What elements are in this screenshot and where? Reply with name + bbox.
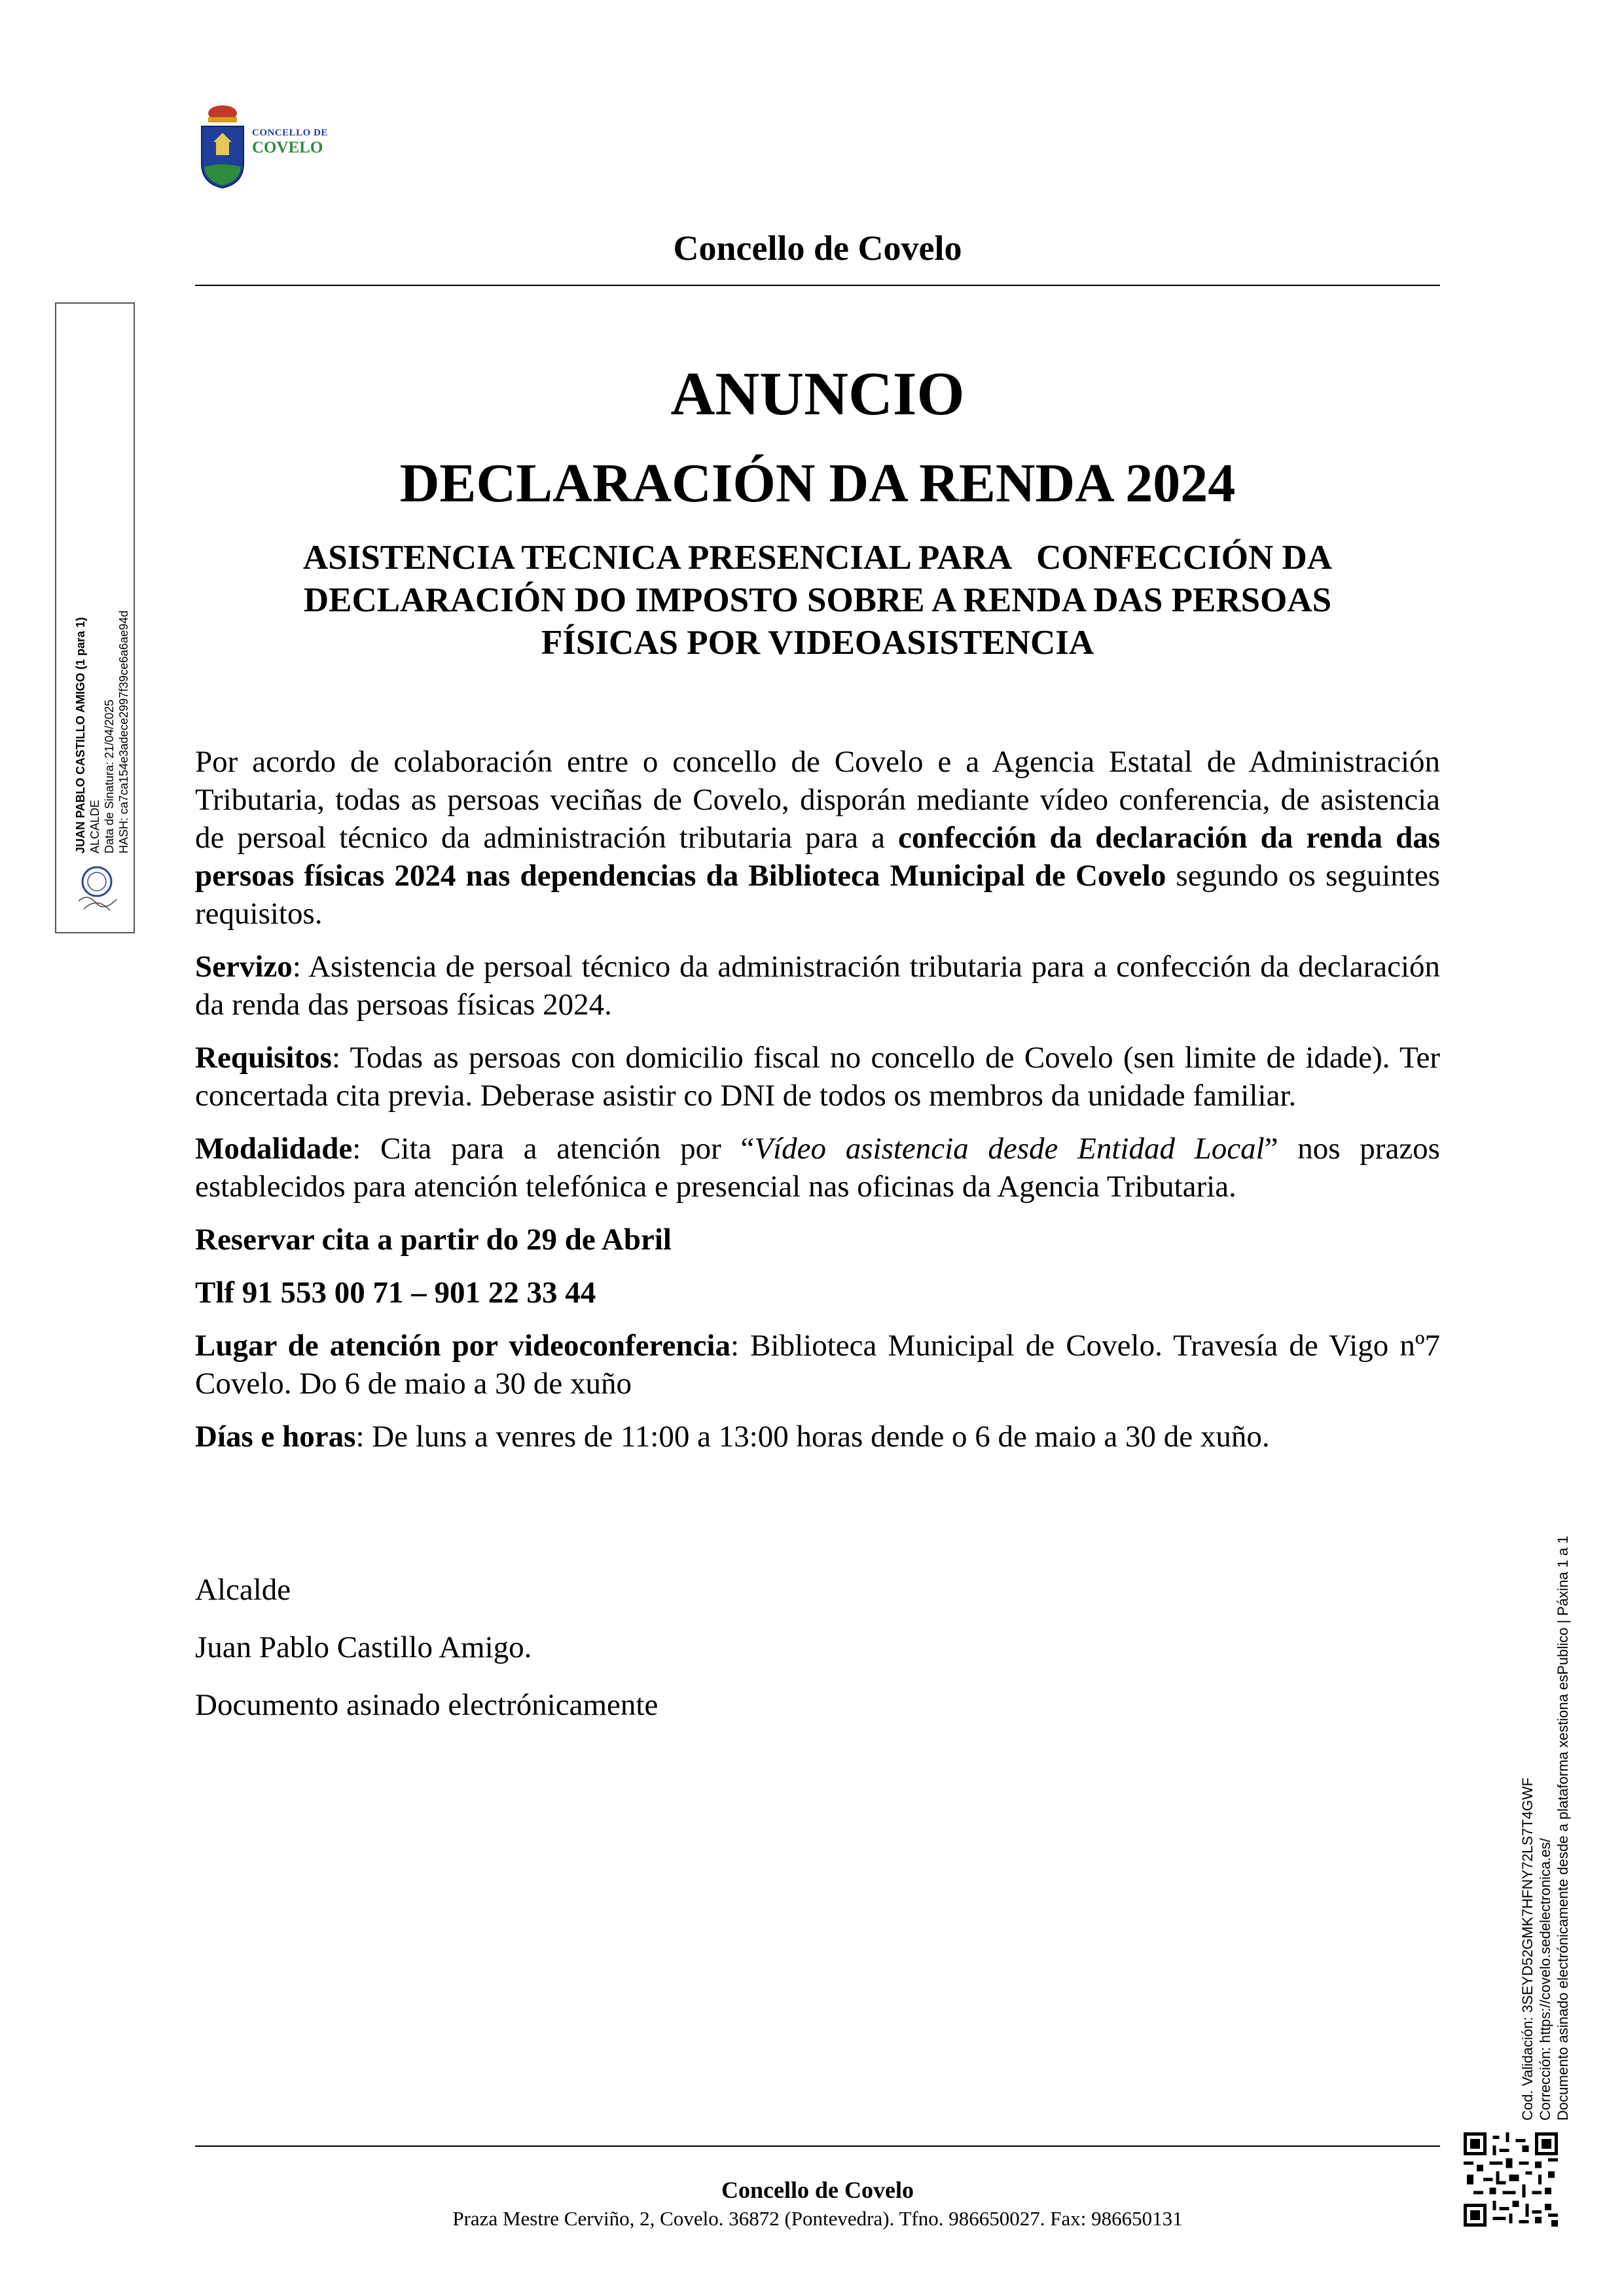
signature-stamp: [55, 302, 135, 933]
servizo-label: Servizo: [195, 950, 293, 984]
description-line: DECLARACIÓN DO IMPOSTO SOBRE A RENDA DAS PERSOAS: [303, 581, 1332, 619]
validation-url: Corrección: https://covelo.sedelectronica.es/: [1537, 1838, 1553, 2121]
intro-text: Por acordo de colaboración entre o concello de Covelo e a Agencia Estatal de Administración Tributaria, todas as persoas veciñas de Covelo, disporán mediante vídeo conferencia, de asistencia de persoal técnico da administración tributaria para a: [195, 745, 1440, 855]
requisitos-text: : Todas as persoas con domicilio fiscal no concello de Covelo (sen limite de idade). Ter concertada cita previa. Deberase asistir co DNI de todos os membros da unidade familiar.: [195, 1041, 1440, 1113]
description-line: ASISTENCIA TECNICA PRESENCIAL PARA CONFECCIÓN DA: [302, 539, 1333, 577]
logo-line1: CONCELLO DE: [252, 128, 328, 138]
lugar-paragraph: [195, 1327, 1440, 1403]
dias-label: Días e horas: [195, 1420, 356, 1454]
coat-of-arms-icon: [196, 101, 249, 193]
validation-note: Documento asinado electrónicamente desde a plataforma xestiona esPublico | Páxina 1 a 1: [1555, 1535, 1571, 2121]
telefono-paragraph: Tlf 91 553 00 71 – 901 22 33 44: [195, 1276, 596, 1310]
intro-end: segundo os seguintes requisitos.: [195, 859, 1440, 931]
modalidade-pre: : Cita para a atención por “: [352, 1132, 755, 1166]
lugar-label: Lugar de atención por videoconferencia: [195, 1329, 731, 1363]
announcement-description: [223, 537, 1413, 664]
announcement-title: ANUNCIO: [670, 360, 965, 428]
signature-hash: HASH: ca7ca154e3adece2997f39ce6a6ae94d: [117, 610, 130, 853]
signature-block: [195, 1571, 658, 1744]
signer-role: ALCALDE: [88, 799, 101, 853]
signature-date: Data de Sinatura: 21/04/2025: [103, 699, 116, 853]
concello-logo: [196, 101, 347, 193]
logo-text: [252, 128, 328, 157]
validation-code: Cod. Validación: 3SEYD52GMK7HFNY72LS7T4GWF: [1519, 1777, 1536, 2121]
requisitos-label: Requisitos: [195, 1041, 332, 1075]
servizo-paragraph: [195, 948, 1440, 1024]
modalidade-label: Modalidade: [195, 1132, 353, 1166]
signature-role: Alcalde: [195, 1573, 291, 1607]
header-divider: [195, 285, 1440, 286]
description-line: FÍSICAS POR VIDEOASISTENCIA: [541, 624, 1094, 662]
servizo-text: : Asistencia de persoal técnico da administración tributaria para a confección da declaración da renda das persoas físicas 2024.: [195, 950, 1440, 1022]
logo-line2: COVELO: [252, 139, 323, 156]
seal-icon: [71, 863, 123, 916]
validation-text: [1519, 1535, 1572, 2121]
dias-text: : De luns a venres de 11:00 a 13:00 horas dende o 6 de maio a 30 de xuño.: [355, 1420, 1270, 1454]
intro-bold: confección da declaración da renda das persoas físicas 2024 nas dependencias da Biblioteca Municipal de Covelo: [195, 821, 1440, 893]
signature-note: Documento asinado electrónicamente: [195, 1688, 659, 1722]
footer-address: Praza Mestre Cerviño, 2, Covelo. 36872 (Pontevedra). Tfno. 986650027. Fax: 986650131: [452, 2207, 1183, 2230]
signer-name: JUAN PABLO CASTILLO AMIGO (1 para 1): [74, 617, 87, 853]
announcement-body: [195, 743, 1440, 1471]
modalidade-paragraph: [195, 1130, 1440, 1206]
footer-divider: [195, 2145, 1440, 2147]
qr-code-icon: [1464, 2132, 1558, 2227]
signature-stamp-text: [73, 611, 131, 853]
announcement-subtitle: DECLARACIÓN DA RENDA 2024: [399, 453, 1236, 514]
modalidade-italic: Vídeo asistencia desde Entidad Local: [754, 1132, 1265, 1166]
modalidade-post: ” nos prazos establecidos para atención telefónica e presencial nas oficinas da Agencia Tributaria.: [195, 1132, 1440, 1204]
signature-name: Juan Pablo Castillo Amigo.: [195, 1630, 532, 1664]
reservar-paragraph: Reservar cita a partir do 29 de Abril: [195, 1223, 672, 1257]
header-title: Concello de Covelo: [673, 228, 962, 268]
dias-paragraph: [195, 1418, 1440, 1456]
lugar-text: : Biblioteca Municipal de Covelo. Travesía de Vigo nº7 Covelo. Do 6 de maio a 30 de xuño: [195, 1329, 1440, 1401]
requisitos-paragraph: [195, 1039, 1440, 1115]
footer-title: Concello de Covelo: [721, 2177, 914, 2203]
intro-paragraph: [195, 743, 1440, 933]
